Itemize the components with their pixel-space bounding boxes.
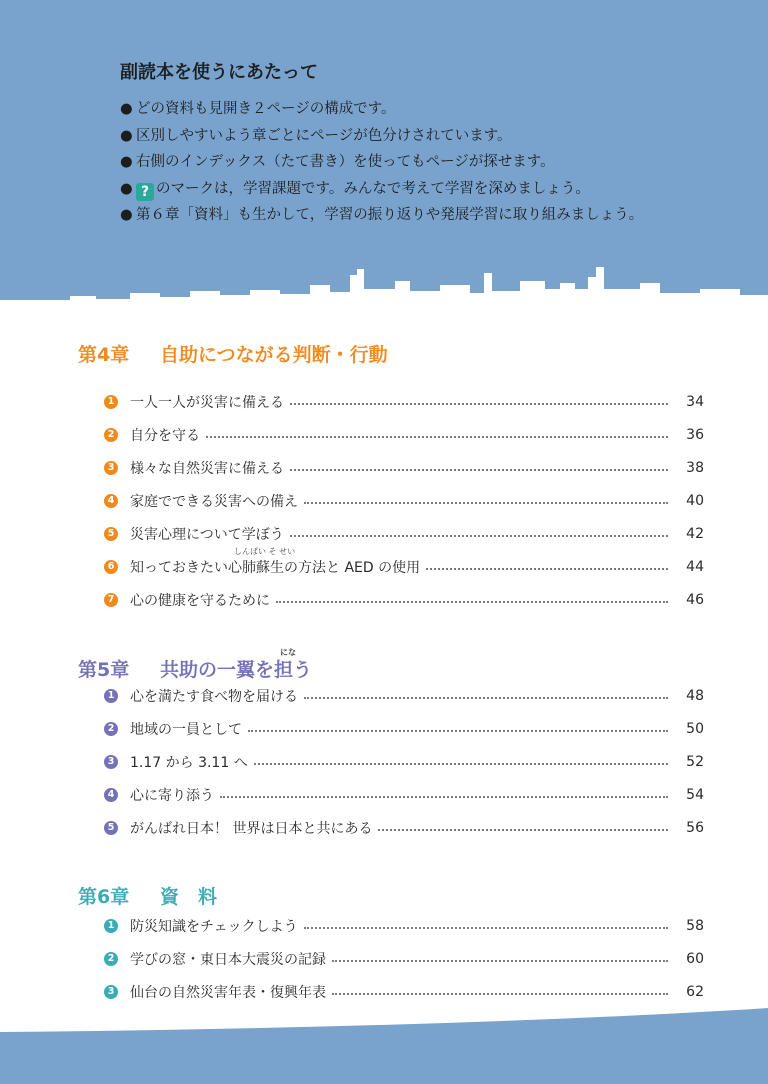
usage-notes — [120, 58, 740, 229]
city-skyline-silhouette — [0, 255, 768, 325]
item-number-badge: 2 — [104, 428, 118, 442]
item-number-badge: 5 — [104, 821, 118, 835]
toc-item-label — [130, 752, 254, 772]
toc-row[interactable] — [104, 418, 704, 451]
chapter-4-toc — [104, 385, 704, 616]
dot-leader — [290, 469, 668, 471]
chapter-5-toc — [104, 679, 704, 844]
toc-row[interactable] — [104, 484, 704, 517]
page-number: 36 — [686, 426, 704, 443]
note-item: ● 区別しやすいよう章ごとにページが色分けされています。 — [120, 127, 512, 144]
toc-item-label — [130, 686, 304, 706]
toc-row[interactable] — [104, 385, 704, 418]
dot-leader — [254, 763, 668, 765]
toc-item-text: 1.17 から 3.11 へ — [130, 754, 248, 771]
note-item: ● ? のマークは，学習課題です。みんなで考えて学習を深めましょう。 — [120, 180, 590, 200]
item-number-badge: 3 — [104, 755, 118, 769]
question-mark-icon: ? — [136, 183, 154, 201]
toc-item-label — [130, 458, 290, 478]
toc-item-label — [130, 392, 290, 412]
dot-leader — [290, 535, 668, 537]
dot-leader — [304, 697, 668, 699]
toc-item-text: 心に寄り添う — [130, 787, 214, 804]
item-number-badge: 2 — [104, 722, 118, 736]
notes-title: 副読本を使うにあたって — [120, 62, 318, 83]
page-number: 60 — [686, 950, 704, 967]
page-number: 56 — [686, 819, 704, 836]
toc-item-label — [130, 524, 290, 544]
item-number-badge: 1 — [104, 919, 118, 933]
toc-item-text: 様々な自然災害に備える — [130, 460, 284, 477]
toc-row[interactable] — [104, 451, 704, 484]
toc-item-text: 心の健康を守るために — [130, 592, 270, 609]
toc-row[interactable] — [104, 546, 704, 583]
toc-item-text: 地域の一員として — [130, 721, 242, 738]
page-number: 44 — [686, 558, 704, 575]
dot-leader — [220, 796, 668, 798]
item-number-badge: 1 — [104, 689, 118, 703]
page-number: 52 — [686, 753, 704, 770]
chapter-4-heading: 第4章 自助につながる判断・行動 — [78, 344, 388, 366]
dot-leader — [426, 568, 668, 570]
chapter-5-heading: 第5章 共助の一翼を担う にな — [78, 648, 313, 681]
page-number: 58 — [686, 917, 704, 934]
page-number: 62 — [686, 983, 704, 1000]
toc-item-label — [130, 916, 304, 936]
toc-item-text: 知っておきたい心肺蘇生の方法と AED の使用 — [130, 559, 421, 576]
toc-item-label — [130, 982, 332, 1002]
page-number: 34 — [686, 393, 704, 410]
toc-item-text: 防災知識をチェックしよう — [130, 918, 298, 935]
toc-item-text: 一人一人が災害に備える — [130, 394, 284, 411]
toc-item-label — [130, 546, 426, 577]
note-item: ● 右側のインデックス（たて書き）を使ってもページが探せます。 — [120, 154, 555, 170]
page-number: 38 — [686, 459, 704, 476]
toc-item-label — [130, 590, 276, 610]
item-number-badge: 7 — [104, 593, 118, 607]
note-item: ● 第６章「資料」も生かして，学習の振り返りや発展学習に取り組みましょう。 — [120, 207, 644, 223]
item-number-badge: 1 — [104, 395, 118, 409]
page-number: 54 — [686, 786, 704, 803]
toc-item-text: 心を満たす食べ物を届ける — [130, 688, 298, 705]
toc-item-text: 家庭でできる災害への備え — [130, 493, 298, 510]
item-number-badge: 4 — [104, 494, 118, 508]
toc-item-label — [130, 785, 220, 805]
toc-item-label — [130, 491, 304, 511]
dot-leader — [378, 829, 668, 831]
page-number: 40 — [686, 492, 704, 509]
toc-row[interactable] — [104, 679, 704, 712]
dot-leader — [276, 601, 668, 603]
toc-row[interactable] — [104, 811, 704, 844]
toc-item-label — [130, 425, 206, 445]
toc-item-text: 仙台の自然災害年表・復興年表 — [130, 984, 326, 1001]
furigana: しんぱい そ せい — [234, 546, 296, 556]
dot-leader — [248, 730, 668, 732]
page-number: 46 — [686, 591, 704, 608]
page-number: 42 — [686, 525, 704, 542]
footer-wave — [0, 1000, 768, 1084]
toc-item-label — [130, 949, 332, 969]
toc-row[interactable] — [104, 778, 704, 811]
toc-row[interactable] — [104, 745, 704, 778]
toc-item-text: 自分を守る — [130, 427, 200, 444]
dot-leader — [290, 403, 668, 405]
chapter-6-heading: 第6章 資 料 — [78, 886, 218, 908]
item-number-badge: 3 — [104, 461, 118, 475]
item-number-badge: 2 — [104, 952, 118, 966]
note-item: ● どの資料も見開き２ページの構成です。 — [120, 101, 396, 117]
toc-row[interactable] — [104, 942, 704, 975]
dot-leader — [206, 436, 668, 438]
toc-item-label — [130, 818, 378, 838]
item-number-badge: 6 — [104, 560, 118, 574]
page-number: 50 — [686, 720, 704, 737]
toc-row[interactable] — [104, 517, 704, 550]
page-number: 48 — [686, 687, 704, 704]
item-number-badge: 4 — [104, 788, 118, 802]
toc-row[interactable] — [104, 712, 704, 745]
dot-leader — [332, 993, 668, 995]
dot-leader — [304, 927, 668, 929]
toc-row[interactable] — [104, 909, 704, 942]
dot-leader — [332, 960, 668, 962]
item-number-badge: 3 — [104, 985, 118, 999]
item-number-badge: 5 — [104, 527, 118, 541]
toc-item-text: 災害心理について学ぼう — [130, 526, 284, 543]
toc-row[interactable] — [104, 583, 704, 616]
toc-item-text: 学びの窓・東日本大震災の記録 — [130, 951, 326, 968]
toc-item-label — [130, 719, 248, 739]
furigana: にな — [280, 648, 296, 657]
toc-item-text: がんばれ日本！ 世界は日本と共にある — [130, 820, 373, 837]
chapter-6-toc — [104, 909, 704, 1008]
dot-leader — [304, 502, 668, 504]
